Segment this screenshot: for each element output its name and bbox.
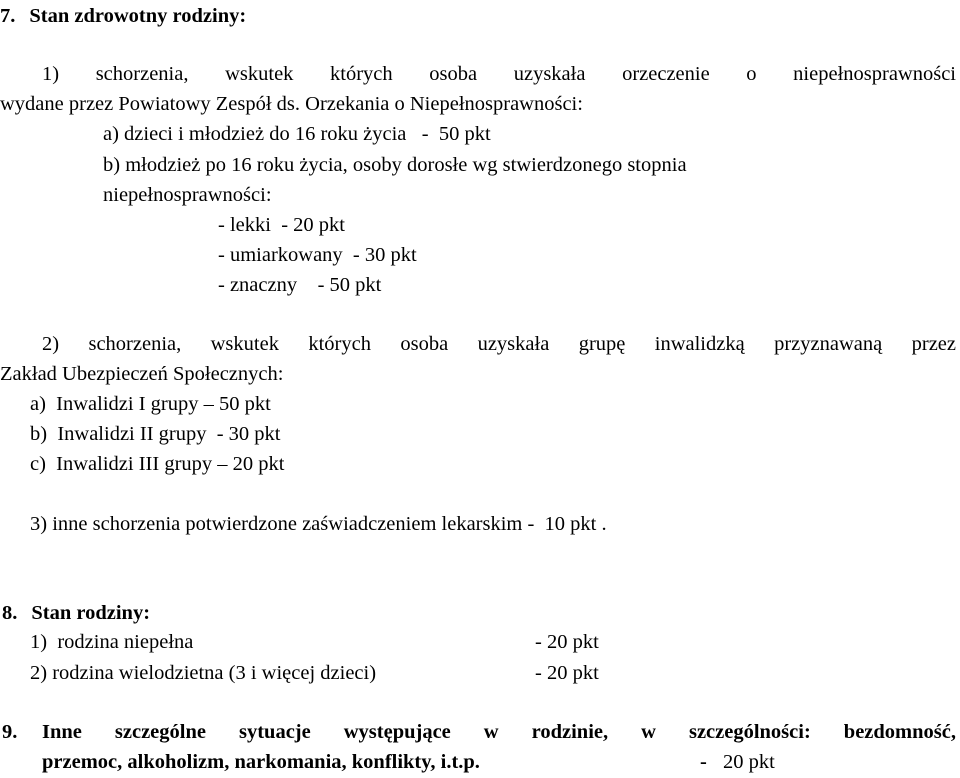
section-9-points-value: 20 pkt [723,751,775,773]
item-1-line-1: 1) schorzenia, wskutek których osoba uzyskała orzeczenie o niepełnosprawności [42,63,956,85]
item-1-b-line-2: niepełnosprawności: [103,184,272,206]
level-umiarkowany: - umiarkowany - 30 pkt [218,244,417,266]
section-9-points-dash: - [700,751,707,773]
family-item-2-points: - 20 pkt [535,662,599,684]
item-1-b-line-1: b) młodzież po 16 roku życia, osoby dorosłe wg stwierdzonego stopnia [103,154,687,176]
item-1-a: a) dzieci i młodzież do 16 roku życia - 50 pkt [103,123,491,145]
section-9-line-2: przemoc, alkoholizm, narkomania, konflikty, i.t.p. [42,751,480,773]
group-i: a) Inwalidzi I grupy – 50 pkt [30,393,271,415]
family-item-2-label: 2) rodzina wielodzietna (3 i więcej dzieci) [30,662,377,684]
group-iii: c) Inwalidzi III grupy – 20 pkt [30,453,285,475]
section-9-number: 9. [2,721,18,743]
section-number: 8. [2,602,18,624]
section-7-heading [0,6,246,27]
item-1-line-2: wydane przez Powiatowy Zespół ds. Orzekania o Niepełnosprawności: [0,93,583,115]
item-3: 3) inne schorzenia potwierdzone zaświadczeniem lekarskim - 10 pkt . [30,513,607,535]
section-title: Stan rodziny: [31,602,151,624]
section-8-heading [2,603,150,624]
item-2-line-1: 2) schorzenia, wskutek których osoba uzyskała grupę inwalidzką przyznawaną przez [42,333,956,355]
level-znaczny: - znaczny - 50 pkt [218,274,382,296]
section-9-line-1: Inne szczególne sytuacje występujące w rodzinie, w szczególności: bezdomność, [42,721,956,743]
group-ii: b) Inwalidzi II grupy - 30 pkt [30,423,281,445]
family-item-1-points: - 20 pkt [535,631,599,653]
level-lekki: - lekki - 20 pkt [218,214,345,236]
family-item-1-label: 1) rodzina niepełna [30,631,194,653]
section-title: Stan zdrowotny rodziny: [29,5,247,27]
section-number: 7. [0,5,16,27]
item-2-line-2: Zakład Ubezpieczeń Społecznych: [0,363,284,385]
